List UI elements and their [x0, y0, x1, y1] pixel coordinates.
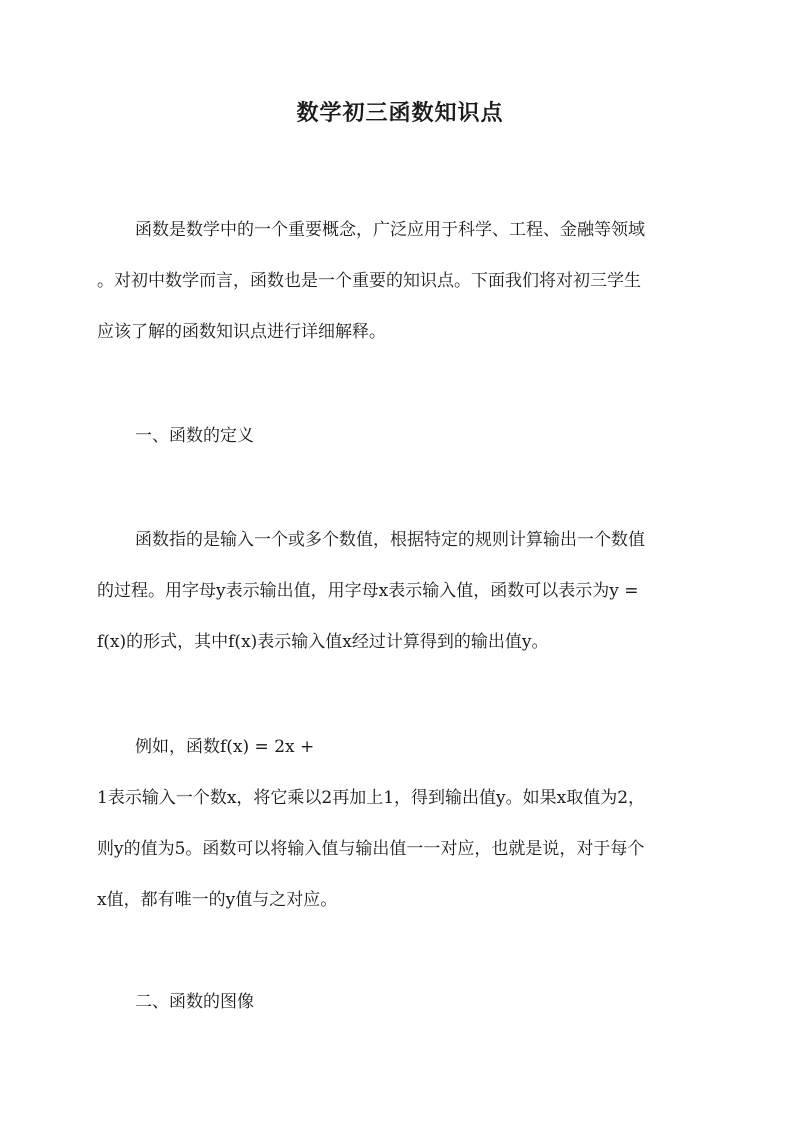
document-title: 数学初三函数知识点 [296, 100, 504, 126]
definition-line-3: f(x)的形式，其中f(x)表示输入值x经过计算得到的输出值y。 [97, 632, 549, 652]
example-line-4: x值，都有唯一的y值与之对应。 [97, 890, 338, 910]
definition-line-2: 的过程。用字母y表示输出值，用字母x表示输入值，函数可以表示为y = [97, 581, 639, 601]
intro-line-1: 函数是数学中的一个重要概念，广泛应用于科学、工程、金融等领域 [135, 220, 645, 240]
definition-line-1: 函数指的是输入一个或多个数值，根据特定的规则计算输出一个数值 [135, 530, 645, 550]
section-heading-definition: 一、函数的定义 [135, 426, 254, 446]
example-line-3: 则y的值为5。函数可以将输入值与输出值一一对应，也就是说，对于每个 [97, 839, 645, 859]
section-heading-graph: 二、函数的图像 [135, 992, 254, 1012]
intro-line-2: 。对初中数学而言，函数也是一个重要的知识点。下面我们将对初三学生 [97, 271, 641, 291]
example-line-2: 1表示输入一个数x，将它乘以2再加上1，得到输出值y。如果x取值为2， [97, 788, 646, 808]
intro-line-3: 应该了解的函数知识点进行详细解释。 [97, 322, 386, 342]
example-line-1: 例如，函数f(x) = 2x + [135, 737, 315, 757]
